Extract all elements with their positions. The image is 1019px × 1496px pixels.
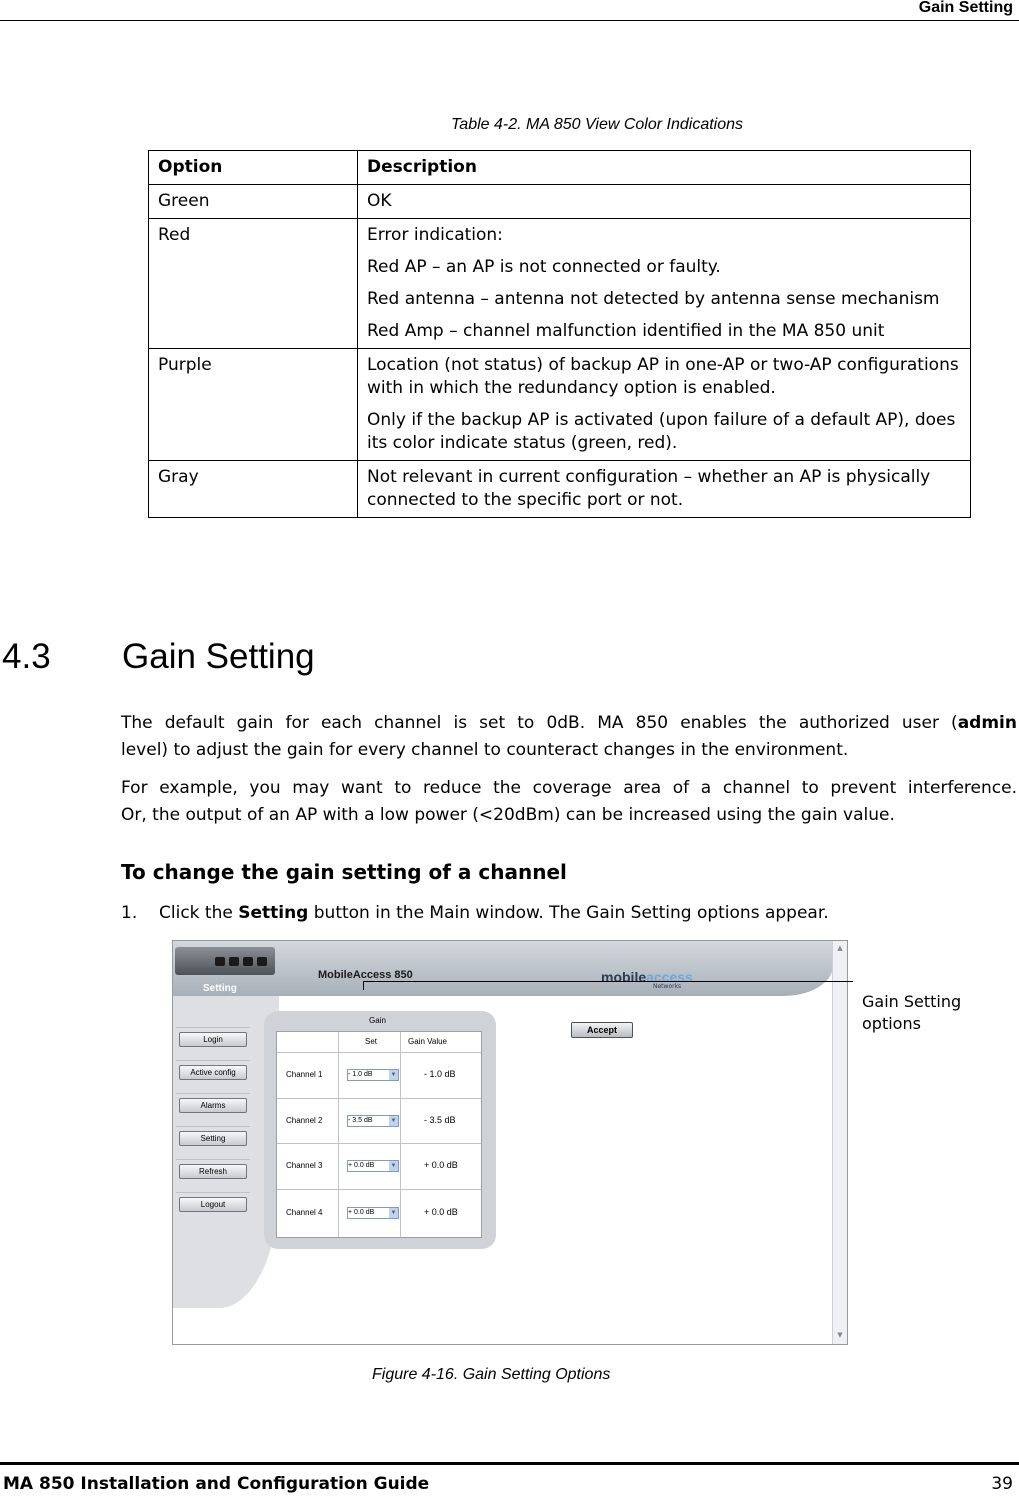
option-cell: Gray xyxy=(149,461,358,518)
channel-label: Channel 3 xyxy=(286,1161,323,1170)
setting-button[interactable]: Setting xyxy=(179,1131,247,1146)
figure-caption: Figure 4-16. Gain Setting Options xyxy=(372,1366,611,1383)
example-paragraph xyxy=(121,775,1017,829)
chevron-down-icon: ▼ xyxy=(390,1118,397,1124)
selected-value: - 1.0 dB xyxy=(348,1071,373,1078)
table-row xyxy=(149,185,971,219)
gain-table-divider xyxy=(277,1052,481,1053)
selected-value: - 3.5 dB xyxy=(348,1117,373,1124)
set-column-header: Set xyxy=(365,1037,378,1046)
gain-value: - 3.5 dB xyxy=(424,1115,456,1125)
nav-divider xyxy=(176,1060,250,1061)
gain-value: + 0.0 dB xyxy=(424,1160,458,1170)
callout-label xyxy=(862,991,961,1035)
step-number: 1. xyxy=(121,903,138,923)
step-text xyxy=(159,903,829,923)
footer-title: MA 850 Installation and Configuration Guide xyxy=(3,1474,430,1494)
device-port xyxy=(243,957,253,966)
paragraph-line: For example, you may want to reduce the coverage area of a channel to prevent interference. xyxy=(121,778,1017,798)
channel-3-gain-select[interactable] xyxy=(347,1160,399,1172)
admin-emphasis: admin xyxy=(957,713,1017,733)
nav-divider xyxy=(176,1093,250,1094)
description-text: Red antenna – antenna not detected by antenna sense mechanism xyxy=(367,289,940,309)
option-cell: Red xyxy=(149,219,358,349)
nav-divider xyxy=(176,1027,250,1028)
logo-part: mobile xyxy=(601,969,647,985)
selected-value: + 0.0 dB xyxy=(348,1209,375,1216)
page-number: 39 xyxy=(991,1474,1013,1494)
paragraph-line: Or, the output of an AP with a low power (<20dBm) can be increased using the gain value. xyxy=(121,805,895,825)
app-banner xyxy=(173,941,833,996)
description-cell xyxy=(358,349,971,461)
header-rule xyxy=(0,20,1019,21)
table-row xyxy=(149,349,971,461)
logo-subtitle: Networks xyxy=(653,983,682,990)
channel-label: Channel 2 xyxy=(286,1116,323,1125)
refresh-button[interactable]: Refresh xyxy=(179,1164,247,1179)
scroll-up-icon[interactable]: ▲ xyxy=(837,944,843,952)
gain-table-divider xyxy=(400,1032,401,1237)
logout-button[interactable]: Logout xyxy=(179,1197,247,1212)
device-port xyxy=(257,957,267,966)
description-text: OK xyxy=(367,191,392,211)
brand-title: MobileAccess 850 xyxy=(318,969,413,981)
gain-value: - 1.0 dB xyxy=(424,1069,456,1079)
alarms-button[interactable]: Alarms xyxy=(179,1098,247,1113)
description-text: Red Amp – channel malfunction identified in the MA 850 unit xyxy=(367,321,885,341)
description-text: Location (not status) of backup AP in one-AP or two-AP configurations with in which the redundancy option is enabled. xyxy=(367,355,959,398)
column-header-description: Description xyxy=(358,151,971,185)
gain-panel-label: Gain xyxy=(369,1016,386,1025)
callout-line xyxy=(363,981,364,990)
option-cell: Green xyxy=(149,185,358,219)
channel-label: Channel 4 xyxy=(286,1208,323,1217)
description-text: Only if the backup AP is activated (upon failure of a default AP), does its color indicate status (green, red). xyxy=(367,410,956,453)
table-caption: Table 4-2. MA 850 View Color Indications xyxy=(451,116,744,133)
device-image xyxy=(175,947,275,975)
device-port xyxy=(229,957,239,966)
nav-divider xyxy=(176,1192,250,1193)
chevron-down-icon: ▼ xyxy=(390,1163,397,1169)
intro-paragraph xyxy=(121,710,1017,764)
active-config-button[interactable]: Active config xyxy=(179,1065,247,1080)
nav-divider xyxy=(176,1126,250,1127)
gain-table-divider xyxy=(338,1032,339,1237)
vertical-scrollbar[interactable] xyxy=(832,941,847,1344)
setting-emphasis: Setting xyxy=(238,903,309,923)
gain-value: + 0.0 dB xyxy=(424,1207,458,1217)
gain-value-column-header: Gain Value xyxy=(408,1037,447,1046)
accept-button[interactable]: Accept xyxy=(571,1022,633,1038)
chevron-down-icon: ▼ xyxy=(390,1210,397,1216)
step-text-part: button in the Main window. The Gain Setting options appear. xyxy=(308,903,829,923)
description-cell xyxy=(358,185,971,219)
paragraph-line: level) to adjust the gain for every channel to counteract changes in the environment. xyxy=(121,740,849,760)
gain-table-divider xyxy=(277,1143,481,1144)
step-text-part: Click the xyxy=(159,903,239,923)
channel-1-gain-select[interactable] xyxy=(347,1069,399,1081)
banner-page-label: Setting xyxy=(203,983,237,994)
description-text: Error indication: xyxy=(367,225,503,245)
paragraph-line xyxy=(121,710,1017,737)
color-indications-table xyxy=(148,150,971,518)
option-cell: Purple xyxy=(149,349,358,461)
scroll-down-icon[interactable]: ▼ xyxy=(837,1331,843,1339)
chevron-down-icon: ▼ xyxy=(390,1072,397,1078)
description-text: Red AP – an AP is not connected or faulty. xyxy=(367,257,721,277)
login-button[interactable]: Login xyxy=(179,1032,247,1047)
channel-2-gain-select[interactable] xyxy=(347,1115,399,1127)
column-header-option: Option xyxy=(149,151,358,185)
table-header-row xyxy=(149,151,971,185)
description-cell xyxy=(358,219,971,349)
footer-rule xyxy=(0,1462,1019,1465)
description-cell xyxy=(358,461,971,518)
callout-line-2: options xyxy=(862,1014,921,1033)
running-header-title: Gain Setting xyxy=(918,0,1013,16)
section-title: Gain Setting xyxy=(122,637,315,676)
device-port xyxy=(215,957,225,966)
procedure-heading: To change the gain setting of a channel xyxy=(121,860,567,884)
callout-line xyxy=(363,981,853,982)
gain-table-divider xyxy=(277,1189,481,1190)
channel-4-gain-select[interactable] xyxy=(347,1207,399,1219)
table-row xyxy=(149,219,971,349)
nav-divider xyxy=(176,1159,250,1160)
selected-value: + 0.0 dB xyxy=(348,1162,375,1169)
gain-table-divider xyxy=(277,1098,481,1099)
gain-table xyxy=(276,1031,482,1238)
channel-label: Channel 1 xyxy=(286,1070,323,1079)
paragraph-text: The default gain for each channel is set to 0dB. MA 850 enables the authorized user ( xyxy=(121,713,958,733)
callout-line-1: Gain Setting xyxy=(862,992,962,1011)
description-text: Not relevant in current configuration – whether an AP is physically connected to the specific port or not. xyxy=(367,467,931,510)
table-row xyxy=(149,461,971,518)
section-number: 4.3 xyxy=(2,637,51,676)
gain-setting-screenshot xyxy=(172,940,848,1345)
logo-part: access xyxy=(646,969,693,985)
